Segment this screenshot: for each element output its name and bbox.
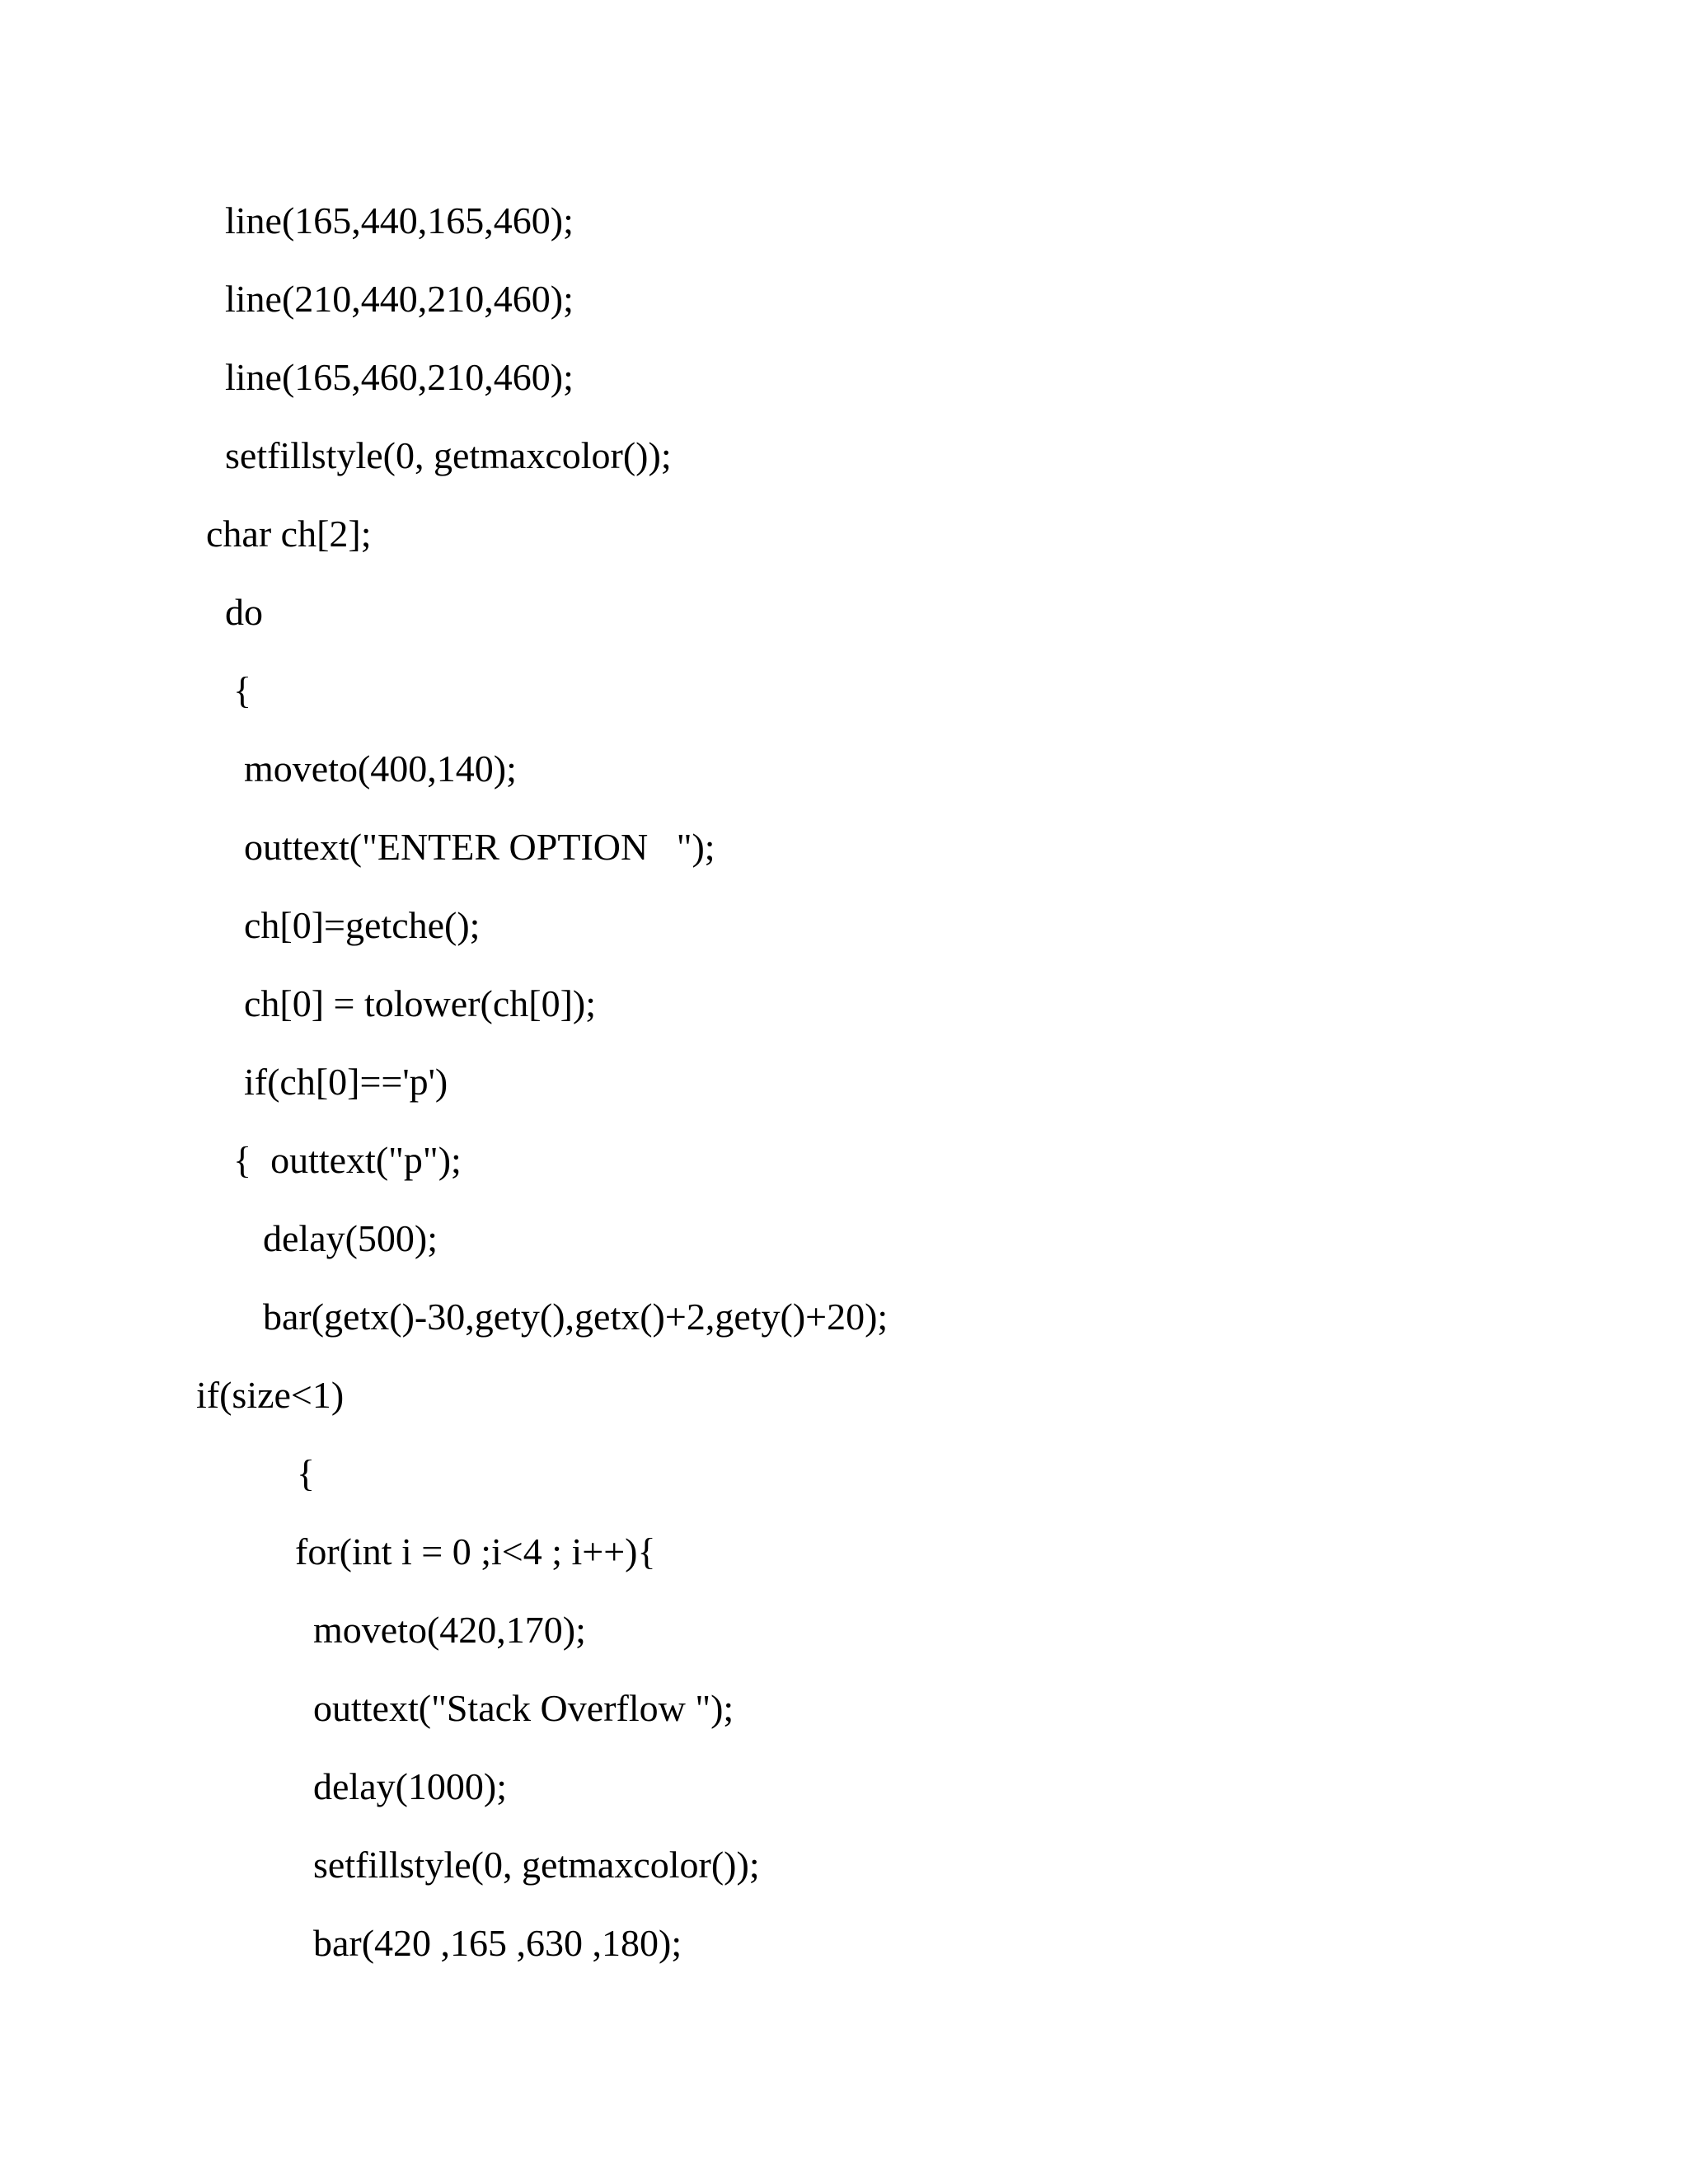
code-line: moveto(420,170); xyxy=(313,1609,586,1651)
code-line: ch[0] = tolower(ch[0]); xyxy=(244,982,596,1024)
code-line: do xyxy=(225,591,263,633)
code-line: outtext("ENTER OPTION "); xyxy=(244,826,715,868)
code-line: moveto(400,140); xyxy=(244,748,517,790)
code-line: line(165,440,165,460); xyxy=(225,199,574,241)
code-line: { xyxy=(233,669,252,711)
code-line: char ch[2]; xyxy=(206,513,372,555)
code-line: setfillstyle(0, getmaxcolor()); xyxy=(313,1844,760,1886)
code-line: if(size<1) xyxy=(196,1374,345,1416)
code-line: bar(getx()-30,gety(),getx()+2,gety()+20); xyxy=(263,1296,889,1338)
code-line: line(165,460,210,460); xyxy=(225,356,574,398)
code-line: ch[0]=getche(); xyxy=(244,904,481,946)
code-line: { outtext("p"); xyxy=(233,1139,462,1181)
code-line: if(ch[0]=='p') xyxy=(244,1061,448,1103)
code-line: setfillstyle(0, getmaxcolor()); xyxy=(225,434,672,476)
code-line: line(210,440,210,460); xyxy=(225,278,574,320)
code-line: delay(1000); xyxy=(313,1765,508,1807)
code-line: delay(500); xyxy=(263,1217,438,1259)
code-line: for(int i = 0 ;i<4 ; i++){ xyxy=(295,1530,656,1572)
code-line: { xyxy=(297,1452,316,1494)
code-line: outtext("Stack Overflow "); xyxy=(313,1687,734,1729)
code-line: bar(420 ,165 ,630 ,180); xyxy=(313,1922,682,1964)
